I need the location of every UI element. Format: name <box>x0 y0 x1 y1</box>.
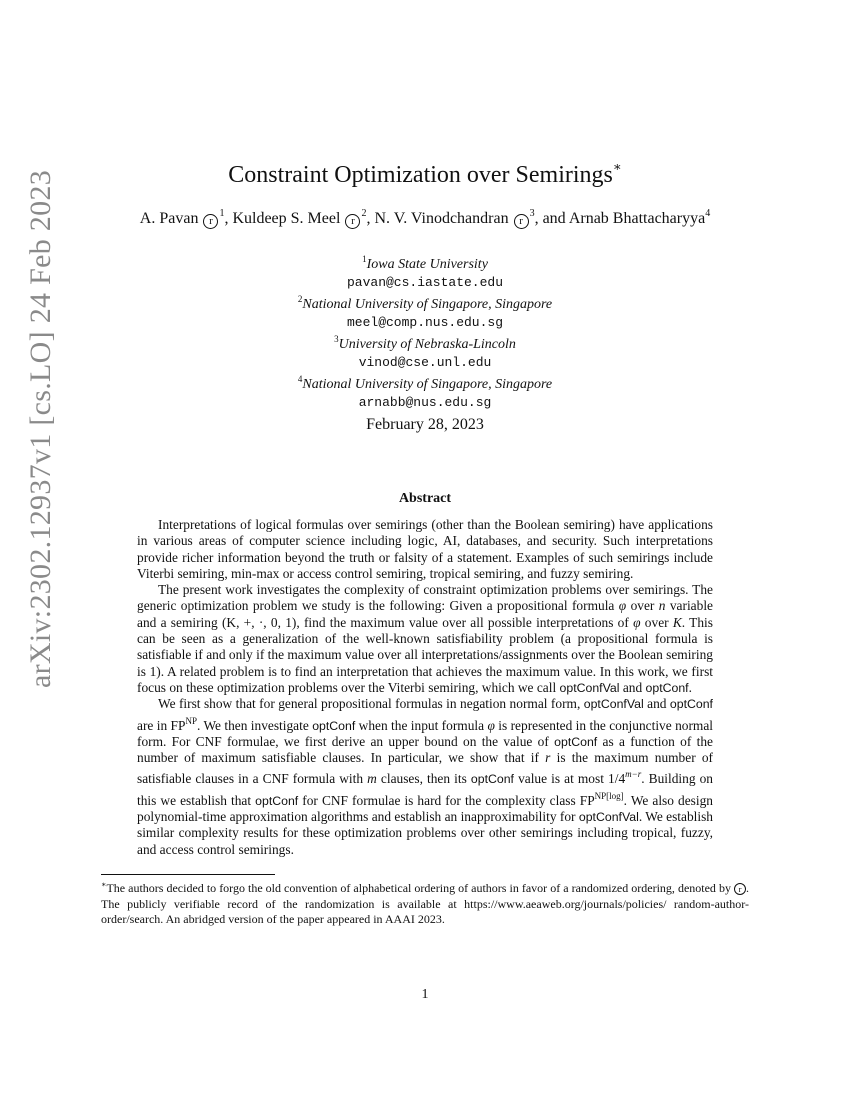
math-symbol: m <box>367 771 377 787</box>
affiliation-mark: 4 <box>297 374 303 384</box>
affiliation-item <box>0 331 850 354</box>
title-footnote-mark: ∗ <box>612 159 622 174</box>
math-symbol: φ <box>633 614 641 630</box>
abstract-text: clauses, then its <box>380 771 467 787</box>
abstract-paragraph <box>137 517 713 582</box>
abstract-text: value is at most <box>518 771 604 787</box>
affiliation-mark: 1 <box>362 254 367 264</box>
abstract-text: . We also design polynomial-time approximation algorithms and establish an inapproximability for <box>137 792 713 825</box>
institution-name: National University of Singapore, Singapore <box>302 297 553 312</box>
author-affiliation-mark: 3 <box>529 208 535 219</box>
abstract-text: , find the maximum value over all possible interpretations of <box>296 614 629 630</box>
problem-name: optConf <box>645 680 689 695</box>
footnote-divider <box>101 874 275 875</box>
math-symbol: φ <box>487 717 495 733</box>
author-email[interactable]: vinod@cse.unl.edu <box>358 354 492 370</box>
problem-name: optConf <box>554 734 598 749</box>
problem-name: optConf <box>255 793 299 808</box>
affiliation-list <box>0 251 850 411</box>
abstract-text: is the maximum number of satisfiable clauses in a CNF formula with <box>137 750 713 787</box>
author-name: N. V. Vinodchandran <box>374 210 509 227</box>
paper-title-text: Constraint Optimization over Semirings <box>228 162 613 188</box>
footnote-text: . The publicly verifiable record of the randomization is available at https://www.aeaweb.org/journals/policies/ random-author-order/search. An abridged version of the paper appeared in AAAI 2023. <box>101 881 749 926</box>
abstract-text: . We establish similar complexity results for these optimization problems over other semirings including tropical, fuzzy, and access control semirings. <box>137 809 713 857</box>
abstract-text: We first show that for general propositional formulas in negation normal form, <box>158 696 581 712</box>
author-name: Kuldeep S. Meel <box>232 210 341 227</box>
problem-name: optConfVal <box>578 810 639 825</box>
author-list: A. Pavan $r^1$, Kuldeep S. Meel $r^2$, N. V. Vinodchandran $r^3$, and Arnab Bhattacharyya$^4$ <box>139 208 711 227</box>
math-symbol: n <box>658 598 666 614</box>
affiliation-mark: 2 <box>297 294 303 304</box>
complexity-class: FP <box>170 717 186 733</box>
affiliation-item <box>0 371 850 394</box>
author-affiliation-mark: 2 <box>361 208 367 219</box>
abstract-text: when the input formula <box>358 717 485 733</box>
abstract-text: . This can be seen as a generalization of the well-known satisfiability problem (a propositional formula is satisfiable if and only if the maximum value over all interpretations/assignments over the Boolean semiring is 1). A related problem is to find an interpretation that achieves the maximum value. In this work, we first focus on these optimization problems over the Viterbi semiring, which we call <box>137 614 713 695</box>
institution-name: Iowa State University <box>366 257 488 272</box>
abstract-text: variable and a semiring <box>137 598 713 630</box>
abstract-text: and <box>647 696 667 712</box>
publication-date: February 28, 2023 <box>366 416 484 433</box>
paper-title <box>0 152 850 190</box>
footnote <box>101 877 749 928</box>
abstract-paragraph <box>137 696 713 858</box>
affiliation-item <box>0 291 850 314</box>
author-email[interactable]: meel@comp.nus.edu.sg <box>346 314 504 330</box>
random-order-icon: r <box>514 214 529 229</box>
math-exponent: m−r <box>625 769 642 780</box>
arxiv-identifier-stamp: arXiv:2302.12937v1 [cs.LO] 24 Feb 2023 <box>24 169 57 688</box>
affiliation-mark: 3 <box>334 334 339 344</box>
random-order-icon: r <box>734 883 746 895</box>
abstract-text: The present work investigates the complexity of constraint optimization problems over semirings. The generic optimization problem we study is the following: Given a propositional formula <box>137 582 713 614</box>
math-symbol: r <box>545 750 551 766</box>
complexity-superscript: NP[log] <box>594 790 624 801</box>
abstract-text: over <box>630 598 655 614</box>
abstract-text: Interpretations of logical formulas over semirings (other than the Boolean semiring) have applications in various areas of computer science including logic, AI, databases, and security. Such interpretations provide richer information beyond the truth or falsity of a statement. Examples of such semirings include Viterbi semiring, min-max or access control semiring, tropical semiring, and fuzzy semiring. <box>137 517 713 581</box>
author-email[interactable]: arnabb@nus.edu.sg <box>358 394 492 410</box>
affiliation-item <box>0 251 850 274</box>
random-order-icon: r <box>345 214 360 229</box>
abstract-text: . We then investigate <box>196 717 309 733</box>
math-expression: (K, +, ·, 0, 1) <box>221 614 297 630</box>
institution-name: University of Nebraska-Lincoln <box>338 337 516 352</box>
problem-name: optConf <box>669 697 713 712</box>
abstract-text: . Building on this we establish that <box>137 771 714 808</box>
abstract-text: is represented in the conjunctive normal form. For CNF formulae, we first derive an upper bound on the value of <box>137 717 713 749</box>
random-order-icon: r <box>203 214 218 229</box>
author-affiliation-mark: 4 <box>705 208 711 219</box>
abstract-text: . <box>688 679 692 695</box>
footnote-text: The authors decided to forgo the old convention of alphabetical ordering of authors in favor of a randomized ordering, denoted by <box>106 881 731 895</box>
author-affiliation-mark: 1 <box>219 208 225 219</box>
complexity-class: FP <box>579 792 595 808</box>
abstract-text: and <box>622 679 643 695</box>
problem-name: optConf <box>312 718 356 733</box>
author-conjunction: and <box>542 210 566 227</box>
abstract-paragraph <box>137 582 713 696</box>
abstract-text: as a function of the number of maximum satisfiable clauses. In particular, we show that if <box>137 733 713 766</box>
abstract-body <box>137 517 713 858</box>
abstract-text: for CNF formulae is hard for the complexity class <box>302 792 576 808</box>
problem-name: optConfVal <box>583 697 644 712</box>
author-name: A. Pavan <box>139 210 199 227</box>
complexity-superscript: NP <box>185 715 197 726</box>
abstract-text: are in <box>137 717 168 733</box>
institution-name: National University of Singapore, Singapore <box>302 377 553 392</box>
author-email[interactable]: pavan@cs.iastate.edu <box>346 274 504 290</box>
abstract-heading: Abstract <box>398 491 452 506</box>
problem-name: optConfVal <box>559 680 620 695</box>
footnote-mark: ∗ <box>101 880 107 889</box>
author-name: Arnab Bhattacharyya <box>568 210 706 227</box>
problem-name: optConf <box>470 772 514 787</box>
abstract-text: over <box>644 614 669 630</box>
page-number: 1 <box>421 987 429 1002</box>
math-expression: 1/4 <box>608 771 626 787</box>
math-symbol: K <box>672 614 682 630</box>
math-symbol: φ <box>618 598 627 614</box>
